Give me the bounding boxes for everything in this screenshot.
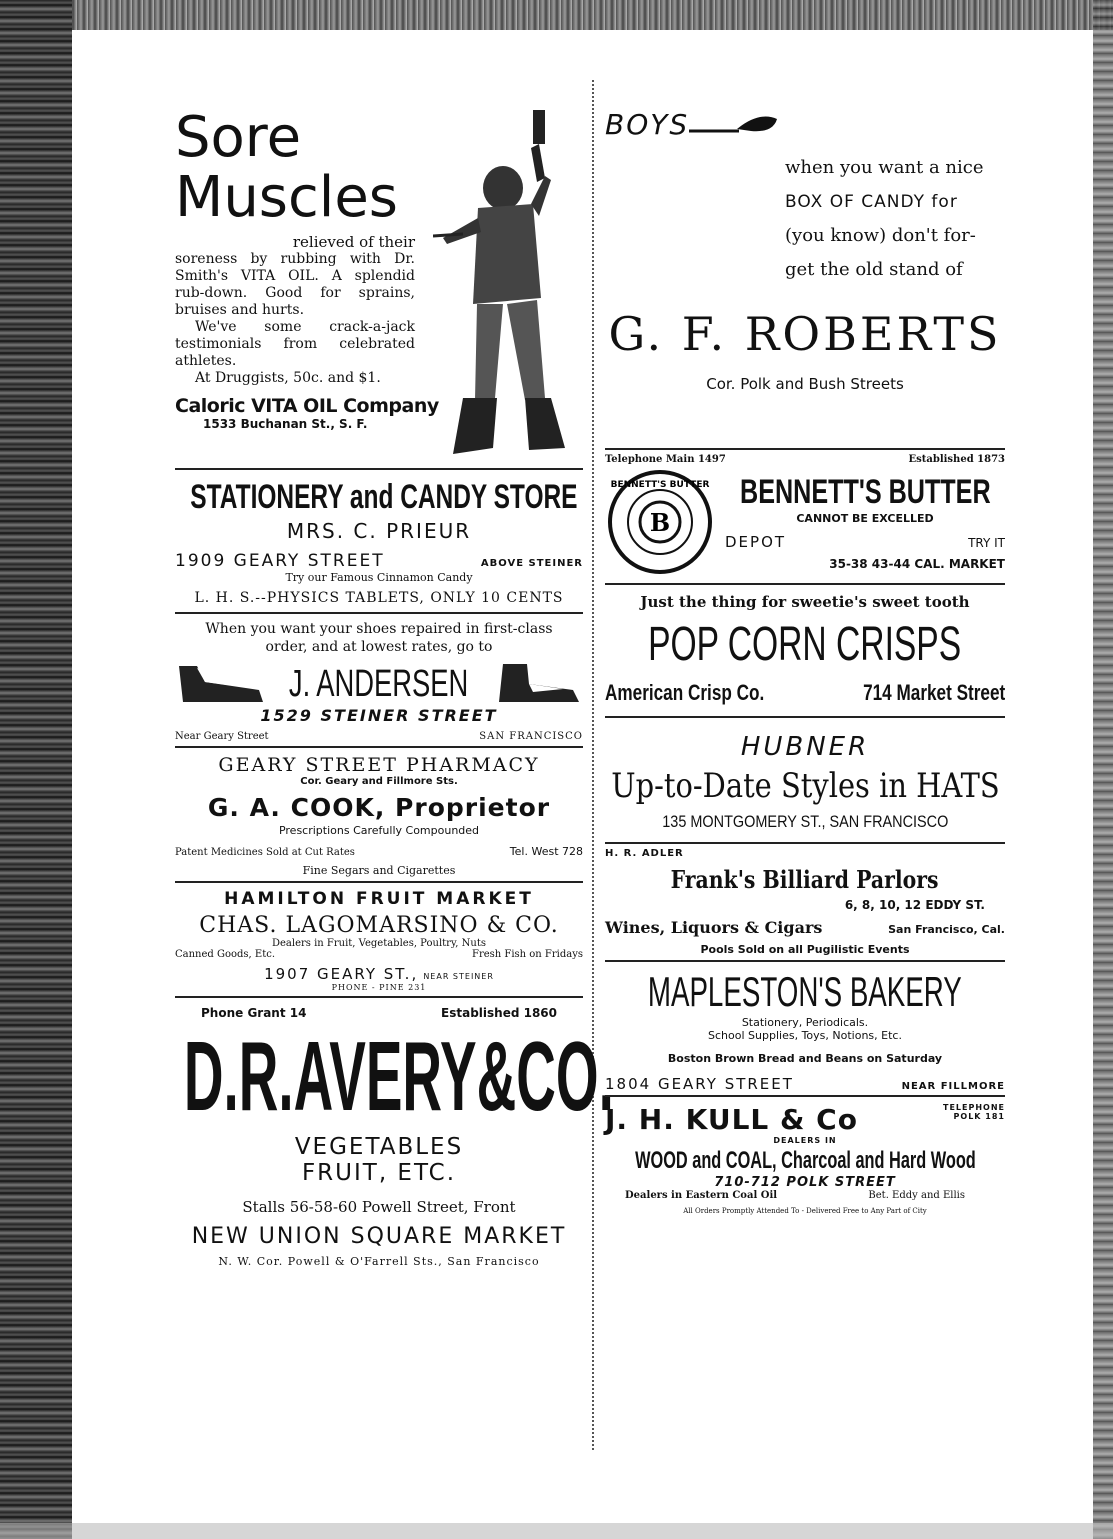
roberts-boys: BOYS [605,108,690,141]
bakery-line2: School Supplies, Toys, Notions, Etc. [708,1029,902,1042]
billiard-city: San Francisco, Cal. [888,923,1005,936]
bakery-name: MAPLESTON'S BAKERY [648,968,962,1015]
svg-text:B: B [649,508,671,537]
scan-edge-left [0,0,72,1539]
ad-pharmacy [175,748,583,881]
ad-roberts [605,108,1005,448]
pharmacy-name: GEARY STREET PHARMACY [218,754,540,776]
bennett-depot: DEPOT [725,533,787,551]
ad-sore-muscles [175,105,583,468]
kull-name: J. H. KULL & Co [605,1103,858,1136]
kull-wood: WOOD and COAL, Charcoal and Hard Wood [634,1147,976,1174]
billiard-owner: H. R. ADLER [605,848,684,859]
fruit-address: 1907 GEARY ST., [264,965,419,983]
ad-billiard [605,844,1005,960]
fruit-title: HAMILTON FRUIT MARKET [224,889,534,909]
bennett-seal [605,467,715,577]
roberts-line3: (you know) don't for- [785,225,976,246]
sore-company: Caloric VITA OIL Company [175,395,439,417]
avery-phone: Phone Grant 14 [201,1006,307,1020]
column-divider [592,80,594,1450]
ad-stationery [175,470,583,612]
pharmacy-tel: Tel. West 728 [509,845,583,858]
sore-body: soreness by rubbing with Dr. Smith's VITA OIL. A splendid rub-down. Good for sprains, bruises and hurts. [175,251,415,318]
ad-kull [605,1097,1005,1215]
roberts-address: Cor. Polk and Bush Streets [706,375,904,393]
kull-polk: POLK 181 [953,1112,1005,1121]
left-column [175,105,614,1268]
ad-fruit-market [175,883,583,996]
pharmacy-patent: Patent Medicines Sold at Cut Rates [175,847,355,858]
fruit-owner: CHAS. LAGOMARSINO & CO. [199,913,559,938]
andersen-street: 1529 STEINER STREET [260,706,498,725]
ad-avery [175,998,614,1268]
bakery-boston: Boston Brown Bread and Beans on Saturday [667,1052,943,1065]
ad-andersen [175,614,583,746]
pharmacy-prescriptions: Prescriptions Carefully Compounded [278,824,480,837]
pharmacy-corner: Cor. Geary and Fillmore Sts. [300,776,458,787]
bennett-name: BENNETT'S BUTTER [739,473,991,511]
popcorn-company: American Crisp Co. [605,680,765,705]
boot-icon [493,662,583,706]
bakery-address: 1804 GEARY STREET [605,1075,794,1093]
bennett-market: 35-38 43-44 CAL. MARKET [829,557,1005,571]
svg-text:BENNETT'S BUTTER: BENNETT'S BUTTER [610,480,710,490]
stationery-title: STATIONERY and CANDY STORE [190,478,578,516]
avery-line2: FRUIT, ETC. [301,1160,457,1186]
bakery-line1: Stationery, Periodicals. [741,1016,869,1029]
avery-line1: VEGETABLES [294,1134,464,1160]
stationery-owner: MRS. C. PRIEUR [286,519,472,543]
avery-market: NEW UNION SQUARE MARKET [191,1224,567,1249]
kull-street: 710-712 POLK STREET [714,1175,896,1190]
fruit-canned: Canned Goods, Etc. [175,949,276,960]
kull-dealers: DEALERS IN [773,1136,837,1145]
billiard-pools: Pools Sold on all Pugilistic Events [700,943,910,956]
right-column [605,108,1005,1215]
popcorn-street: 714 Market Street [862,680,1005,705]
fruit-fish: Fresh Fish on Fridays [472,949,583,960]
fruit-phone: PHONE - PINE 231 [331,983,427,992]
hubner-styles: Up-to-Date Styles in HATS [610,766,1000,806]
andersen-city: SAN FRANCISCO [479,731,583,742]
andersen-intro: When you want your shoes repaired in first-class order, and at lowest rates, go to [205,621,553,655]
ad-hubner [605,718,1005,842]
stationery-address: 1909 GEARY STREET [175,551,385,571]
kull-bet: Bet. Eddy and Ellis [868,1190,965,1201]
popcorn-intro: Just the thing for sweetie's sweet tooth [640,593,970,611]
sore-title-line1: Sore [175,105,302,170]
pointing-hand-icon [689,111,779,139]
bennett-telephone: Telephone Main 1497 [605,454,726,465]
roberts-name: G. F. ROBERTS [608,307,1002,361]
sore-body-first: relieved of their [292,233,415,251]
stationery-tablets: L. H. S.--PHYSICS TABLETS, ONLY 10 CENTS [194,590,564,606]
pharmacy-proprietor: G. A. COOK, Proprietor [207,793,551,822]
bakery-near: NEAR FILLMORE [901,1081,1005,1092]
billiard-wines: Wines, Liquors & Cigars [605,918,823,937]
avery-stalls: Stalls 56-58-60 Powell Street, Front [242,1198,516,1216]
ad-bennett [605,450,1005,583]
andersen-near: Near Geary Street [175,731,269,742]
andersen-name: J. ANDERSEN [289,662,469,705]
kull-telephone: TELEPHONE [942,1103,1005,1112]
fruit-dealers: Dealers in Fruit, Vegetables, Poultry, Nuts [272,938,486,949]
boy-illustration [433,108,583,468]
avery-corner: N. W. Cor. Powell & O'Farrell Sts., San Francisco [218,1255,540,1268]
bennett-established: Established 1873 [908,454,1005,465]
sore-price: At Druggists, 50c. and $1. [195,370,381,386]
billiard-name: Frank's Billiard Parlors [671,865,939,894]
billiard-address: 6, 8, 10, 12 EDDY ST. [844,898,985,912]
scan-edge-bottom [0,1523,1113,1539]
kull-orders: All Orders Promptly Attended To - Delivered Free to Any Part of City [683,1207,927,1215]
avery-name: D.R.AVERY&CO. [183,1021,614,1131]
sore-title-line2: Muscles [175,165,398,230]
kull-eastern: Dealers in Eastern Coal Oil [625,1190,778,1201]
stationery-above: ABOVE STEINER [480,558,583,569]
roberts-line1: when you want a nice [785,157,984,178]
roberts-line4: get the old stand of [785,259,963,280]
shoe-icon [175,662,265,706]
hubner-name: HUBNER [740,732,870,762]
roberts-line2: BOX OF CANDY for [785,192,958,212]
ad-bakery [605,962,1005,1095]
hubner-address: 135 MONTGOMERY ST., SAN FRANCISCO [661,812,949,831]
sore-address: 1533 Buchanan St., S. F. [203,417,368,431]
fruit-near: NEAR STEINER [423,972,494,981]
scan-edge-top [0,0,1113,30]
sore-testimonials: We've some crack-a-jack testimonials from celebrated athletes. [175,319,415,369]
scan-edge-right [1093,0,1113,1539]
stationery-candy: Try our Famous Cinnamon Candy [285,571,473,584]
pharmacy-segars: Fine Segars and Cigarettes [302,864,456,877]
bennett-cannot: CANNOT BE EXCELLED [796,512,934,525]
bennett-try: TRY IT [968,536,1005,550]
popcorn-name: POP CORN CRISPS [648,618,962,671]
avery-established: Established 1860 [441,1006,557,1020]
ad-popcorn [605,585,1005,716]
